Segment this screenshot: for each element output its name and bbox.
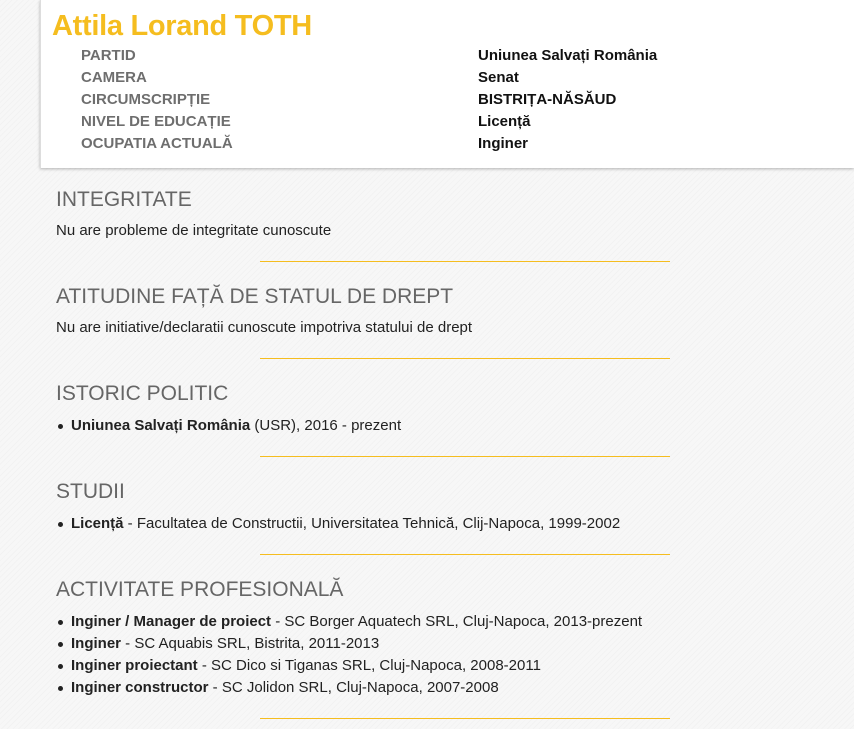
list-item-detail: (USR), 2016 - prezent [250, 417, 402, 434]
info-label: PARTID [81, 47, 136, 64]
info-value: Inginer [478, 135, 529, 152]
info-label: OCUPATIA ACTUALĂ [81, 135, 233, 152]
section-studii [56, 477, 816, 555]
list-item [71, 655, 816, 677]
politician-name: Attila Lorand TOTH [52, 10, 312, 42]
profile-info-table [81, 45, 781, 155]
info-value: Licență [478, 113, 531, 130]
info-row-nivel-educatie [81, 111, 781, 133]
list-item-role: Inginer [71, 635, 122, 652]
section-divider [260, 358, 670, 359]
section-divider [260, 456, 670, 457]
info-label: NIVEL DE EDUCAȚIE [81, 113, 231, 130]
section-atitudine [56, 282, 816, 359]
list-item-role: Uniunea Salvați România [71, 417, 251, 434]
section-title: INTEGRITATE [56, 188, 192, 211]
section-title: STUDII [56, 480, 125, 503]
list-item-role: Inginer proiectant [71, 657, 198, 674]
info-row-partid [81, 45, 781, 67]
section-activitate-profesionala [56, 575, 816, 719]
info-row-circumscriptie [81, 89, 781, 111]
list-item-detail: - SC Dico si Tiganas SRL, Cluj-Napoca, 2008-2011 [197, 657, 541, 674]
section-divider [260, 261, 670, 262]
section-divider [260, 718, 670, 719]
info-value: BISTRIȚA-NĂSĂUD [478, 91, 617, 108]
list-item-detail: - SC Jolidon SRL, Cluj-Napoca, 2007-2008 [208, 679, 499, 696]
list-item [71, 677, 816, 699]
section-list [56, 415, 816, 437]
list-item-role: Licență [71, 515, 124, 532]
list-item-detail: - SC Aquabis SRL, Bistrita, 2011-2013 [121, 635, 380, 652]
info-value: Senat [478, 69, 519, 86]
section-integritate [56, 185, 816, 262]
list-item-role: Inginer constructor [71, 679, 209, 696]
list-item [71, 513, 816, 535]
list-item [71, 633, 816, 655]
list-item [71, 415, 816, 437]
list-item [71, 611, 816, 633]
profile-header-card [40, 0, 854, 168]
section-title: ISTORIC POLITIC [56, 382, 229, 405]
info-row-ocupatia [81, 133, 781, 155]
info-label: CIRCUMSCRIPȚIE [81, 91, 211, 108]
section-list [56, 611, 816, 699]
list-item-detail: - SC Borger Aquatech SRL, Cluj-Napoca, 2013-prezent [271, 613, 643, 630]
profile-sections [56, 185, 816, 719]
section-istoric-politic [56, 379, 816, 457]
section-text: Nu are initiative/declaratii cunoscute impotriva statului de drept [56, 319, 473, 336]
section-divider [260, 554, 670, 555]
info-row-camera [81, 67, 781, 89]
list-item-role: Inginer / Manager de proiect [71, 613, 272, 630]
list-item-detail: - Facultatea de Constructii, Universitatea Tehnică, Clij-Napoca, 1999-2002 [123, 515, 621, 532]
section-list [56, 513, 816, 535]
info-label: CAMERA [81, 69, 147, 86]
section-title: ATITUDINE FAȚĂ DE STATUL DE DREPT [56, 285, 454, 308]
info-value: Uniunea Salvați România [478, 47, 658, 64]
section-text: Nu are probleme de integritate cunoscute [56, 222, 332, 239]
section-title: ACTIVITATE PROFESIONALĂ [56, 578, 344, 601]
